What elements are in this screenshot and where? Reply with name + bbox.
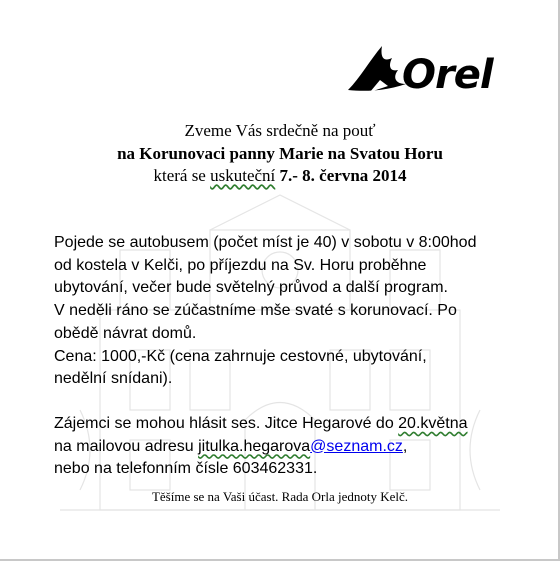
body-line: Pojede se autobusem (počet míst je 40) v sobotu v 8:00hod (54, 234, 477, 251)
orel-logo-text: Orel (402, 52, 493, 98)
body-line: obědě návrat domů. (54, 324, 197, 342)
line3-prefix: která se (153, 166, 211, 185)
contact-line-2: na mailovou adresu jitulka.hegarova@seznam.cz, (54, 437, 408, 455)
contact-line-1: Zájemci se mohou hlásit ses. Jitce Hegarové do 20.května (54, 414, 468, 432)
body-line: nedělní snídani). (54, 370, 173, 388)
price-line: Cena: 1000,-Kč (cena zahrnuje cestovné, ubytování, (54, 347, 427, 365)
invitation-line-2: na Korunovaci panny Marie na Svatou Horu (117, 144, 443, 163)
body-line: ubytování, večer bude světelný průvod a další program. (54, 279, 448, 297)
footer-signature: Těšíme se na Vaši účast. Rada Orla jednoty Kelč. (151, 489, 409, 504)
invitation-line-1: Zveme Vás srdečně na pouť (184, 121, 376, 140)
line3-word: uskuteční (210, 166, 276, 185)
phone-line: nebo na telefonním čísle 603462331. (54, 460, 318, 478)
deadline-date: 20.května (398, 414, 468, 432)
body-line: od kostela v Kelči, po příjezdu na Sv. Horu proběhne (54, 256, 427, 274)
invitation-body (54, 232, 514, 481)
body-line: V neděli ráno se zúčastníme mše svaté s korunovací. Po (54, 302, 457, 320)
event-dates: 7.- 8. června 2014 (279, 166, 407, 185)
invitation-line-3 (0, 165, 560, 187)
email-link[interactable]: @seznam.cz (310, 437, 403, 455)
